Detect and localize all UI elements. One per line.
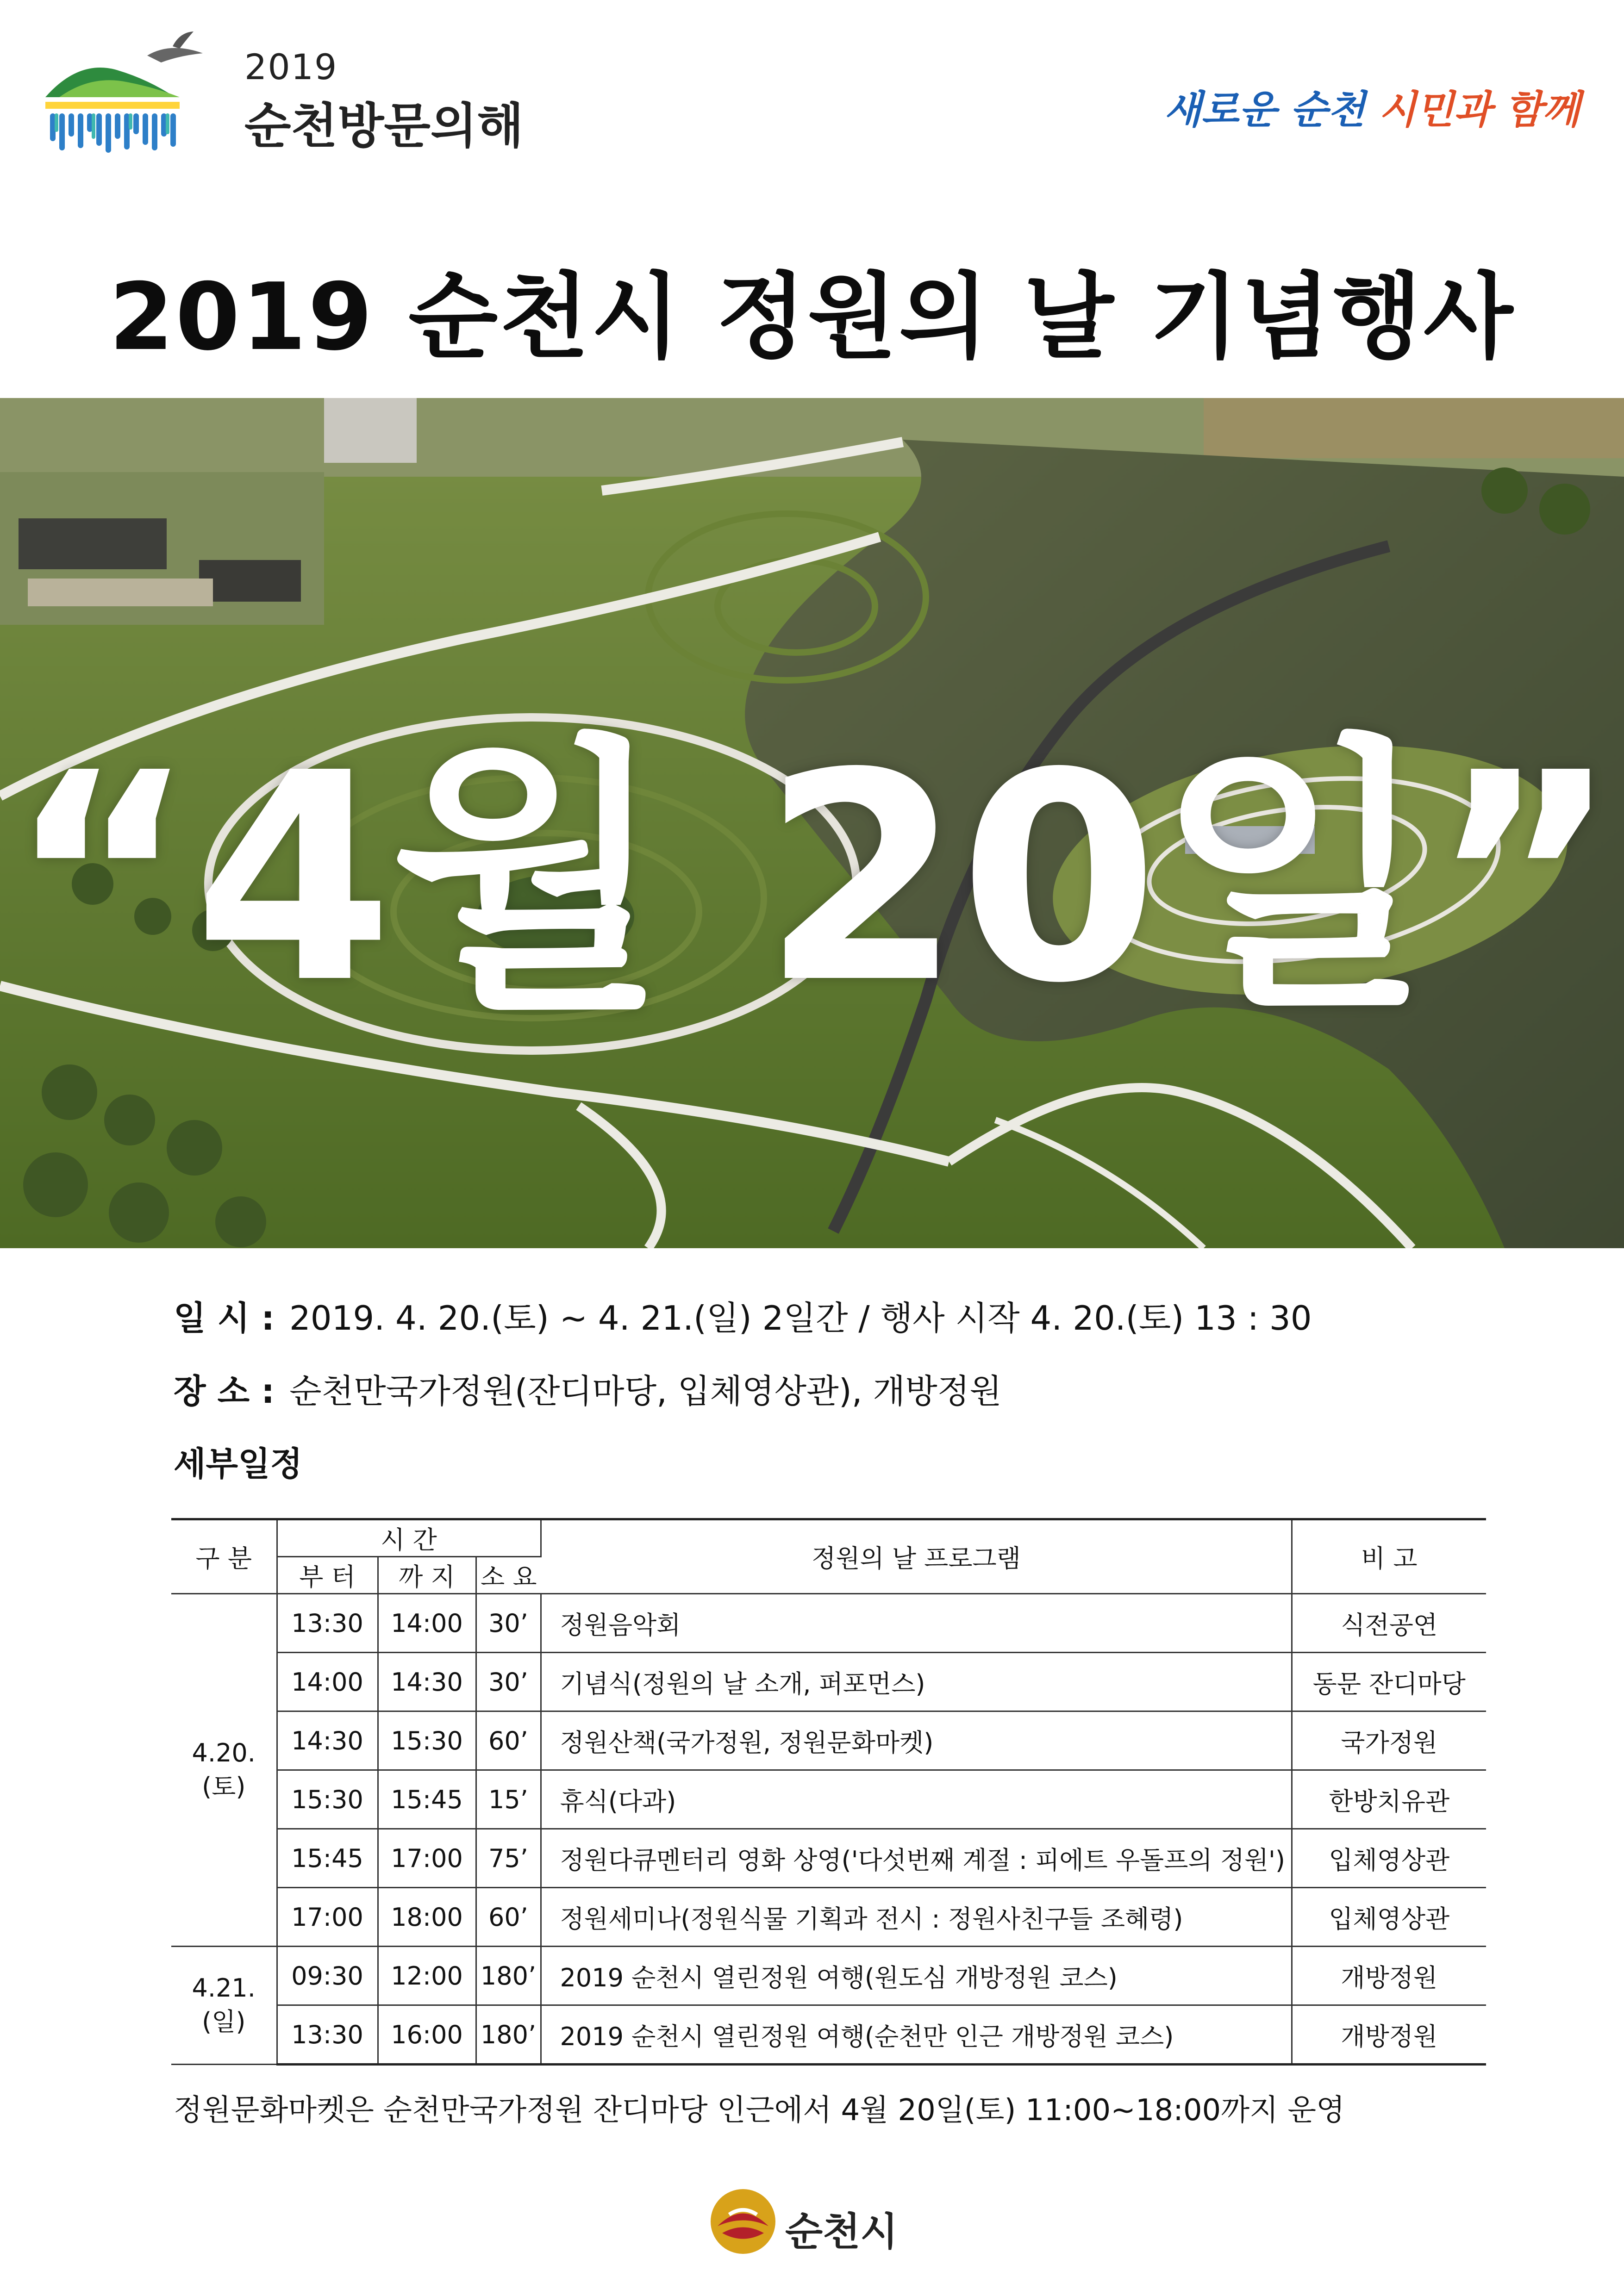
cell-remark: 동문 잔디마당 <box>1292 1653 1486 1711</box>
event-date-headline: “4월 20일” <box>7 712 1617 1046</box>
header-to: 까 지 <box>378 1557 476 1594</box>
cell-from: 15:45 <box>277 1829 378 1888</box>
slogan-part-1: 새로운 순천 <box>1163 87 1365 132</box>
cell-program: 정원음악회 <box>541 1594 1292 1653</box>
cell-program: 정원다큐멘터리 영화 상영('다섯번째 계절 : 피에트 우돌프의 정원') <box>541 1829 1292 1888</box>
visit-year-logo <box>41 28 524 157</box>
cell-duration: 30’ <box>476 1653 541 1711</box>
cell-remark: 입체영상관 <box>1292 1888 1486 1947</box>
cell-duration: 60’ <box>476 1888 541 1947</box>
cell-program: 정원산책(국가정원, 정원문화마켓) <box>541 1711 1292 1770</box>
when-value: 2019. 4. 20.(토) ~ 4. 21.(일) 2일간 / 행사 시작 4. 20.(토) 13 : 30 <box>289 1299 1312 1338</box>
suncheon-emblem-icon <box>708 2187 778 2256</box>
day-date: 4.21. <box>192 1973 256 2003</box>
cell-remark: 개방정원 <box>1292 1947 1486 2005</box>
event-where <box>174 1364 1002 1412</box>
where-label: 장 소 : <box>174 1372 275 1411</box>
day-label <box>171 1594 277 1947</box>
header-program: 정원의 날 프로그램 <box>541 1519 1292 1594</box>
cell-to: 14:00 <box>378 1594 476 1653</box>
cell-duration: 180’ <box>476 1947 541 2005</box>
poster-title: 2019 순천시 정원의 날 기념행사 <box>109 263 1515 371</box>
schedule-subtitle: 세부일정 <box>174 1444 303 1483</box>
day-label <box>171 1947 277 2065</box>
cell-from: 14:00 <box>277 1653 378 1711</box>
table-row <box>171 1829 1486 1888</box>
table-row <box>171 1711 1486 1770</box>
event-when <box>174 1291 1312 1339</box>
cell-from: 13:30 <box>277 1594 378 1653</box>
cell-duration: 60’ <box>476 1711 541 1770</box>
cell-from: 15:30 <box>277 1770 378 1829</box>
header-remark: 비 고 <box>1292 1519 1486 1594</box>
cell-from: 14:30 <box>277 1711 378 1770</box>
cell-remark: 식전공연 <box>1292 1594 1486 1653</box>
day-weekday: (일) <box>202 2007 246 2036</box>
schedule-table <box>171 1518 1486 2066</box>
cell-to: 16:00 <box>378 2005 476 2065</box>
cell-to: 18:00 <box>378 1888 476 1947</box>
cell-program: 기념식(정원의 날 소개, 퍼포먼스) <box>541 1653 1292 1711</box>
cell-to: 15:45 <box>378 1770 476 1829</box>
header-category: 구 분 <box>171 1519 277 1594</box>
cell-duration: 75’ <box>476 1829 541 1888</box>
cell-duration: 15’ <box>476 1770 541 1829</box>
cell-to: 14:30 <box>378 1653 476 1711</box>
cell-remark: 국가정원 <box>1292 1711 1486 1770</box>
city-name: 순천시 <box>785 2209 898 2254</box>
header-from: 부 터 <box>277 1557 378 1594</box>
logo-name: 순천방문의해 <box>244 98 524 154</box>
cell-program: 2019 순천시 열린정원 여행(원도심 개방정원 코스) <box>541 1947 1292 2005</box>
cell-from: 09:30 <box>277 1947 378 2005</box>
city-slogan <box>1164 79 1580 135</box>
cell-program: 휴식(다과) <box>541 1770 1292 1829</box>
table-row <box>171 1770 1486 1829</box>
cell-from: 17:00 <box>277 1888 378 1947</box>
table-row <box>171 1947 1486 2005</box>
cell-remark: 한방치유관 <box>1292 1770 1486 1829</box>
table-row <box>171 1594 1486 1653</box>
table-row <box>171 1653 1486 1711</box>
market-note: 정원문화마켓은 순천만국가정원 잔디마당 인근에서 4월 20일(토) 11:00~18:00까지 운영 <box>174 2093 1345 2128</box>
logo-emblem-icon <box>41 28 235 157</box>
cell-to: 17:00 <box>378 1829 476 1888</box>
slogan-part-2: 시민과 함께 <box>1379 87 1580 132</box>
cell-to: 12:00 <box>378 1947 476 2005</box>
table-row <box>171 1888 1486 1947</box>
cell-duration: 30’ <box>476 1594 541 1653</box>
cell-duration: 180’ <box>476 2005 541 2065</box>
day-weekday: (토) <box>202 1772 246 1801</box>
when-label: 일 시 : <box>174 1299 275 1338</box>
table-row <box>171 2005 1486 2065</box>
header-duration: 소 요 <box>476 1557 541 1594</box>
cell-to: 15:30 <box>378 1711 476 1770</box>
day-date: 4.20. <box>192 1738 256 1767</box>
logo-year: 2019 <box>244 46 338 87</box>
header-time: 시 간 <box>277 1519 541 1557</box>
cell-program: 2019 순천시 열린정원 여행(순천만 인근 개방정원 코스) <box>541 2005 1292 2065</box>
cell-program: 정원세미나(정원식물 기획과 전시 : 정원사친구들 조혜령) <box>541 1888 1292 1947</box>
cell-remark: 개방정원 <box>1292 2005 1486 2065</box>
cell-from: 13:30 <box>277 2005 378 2065</box>
table-header-row <box>171 1519 1486 1557</box>
where-value: 순천만국가정원(잔디마당, 입체영상관), 개방정원 <box>289 1372 1002 1411</box>
cell-remark: 입체영상관 <box>1292 1829 1486 1888</box>
